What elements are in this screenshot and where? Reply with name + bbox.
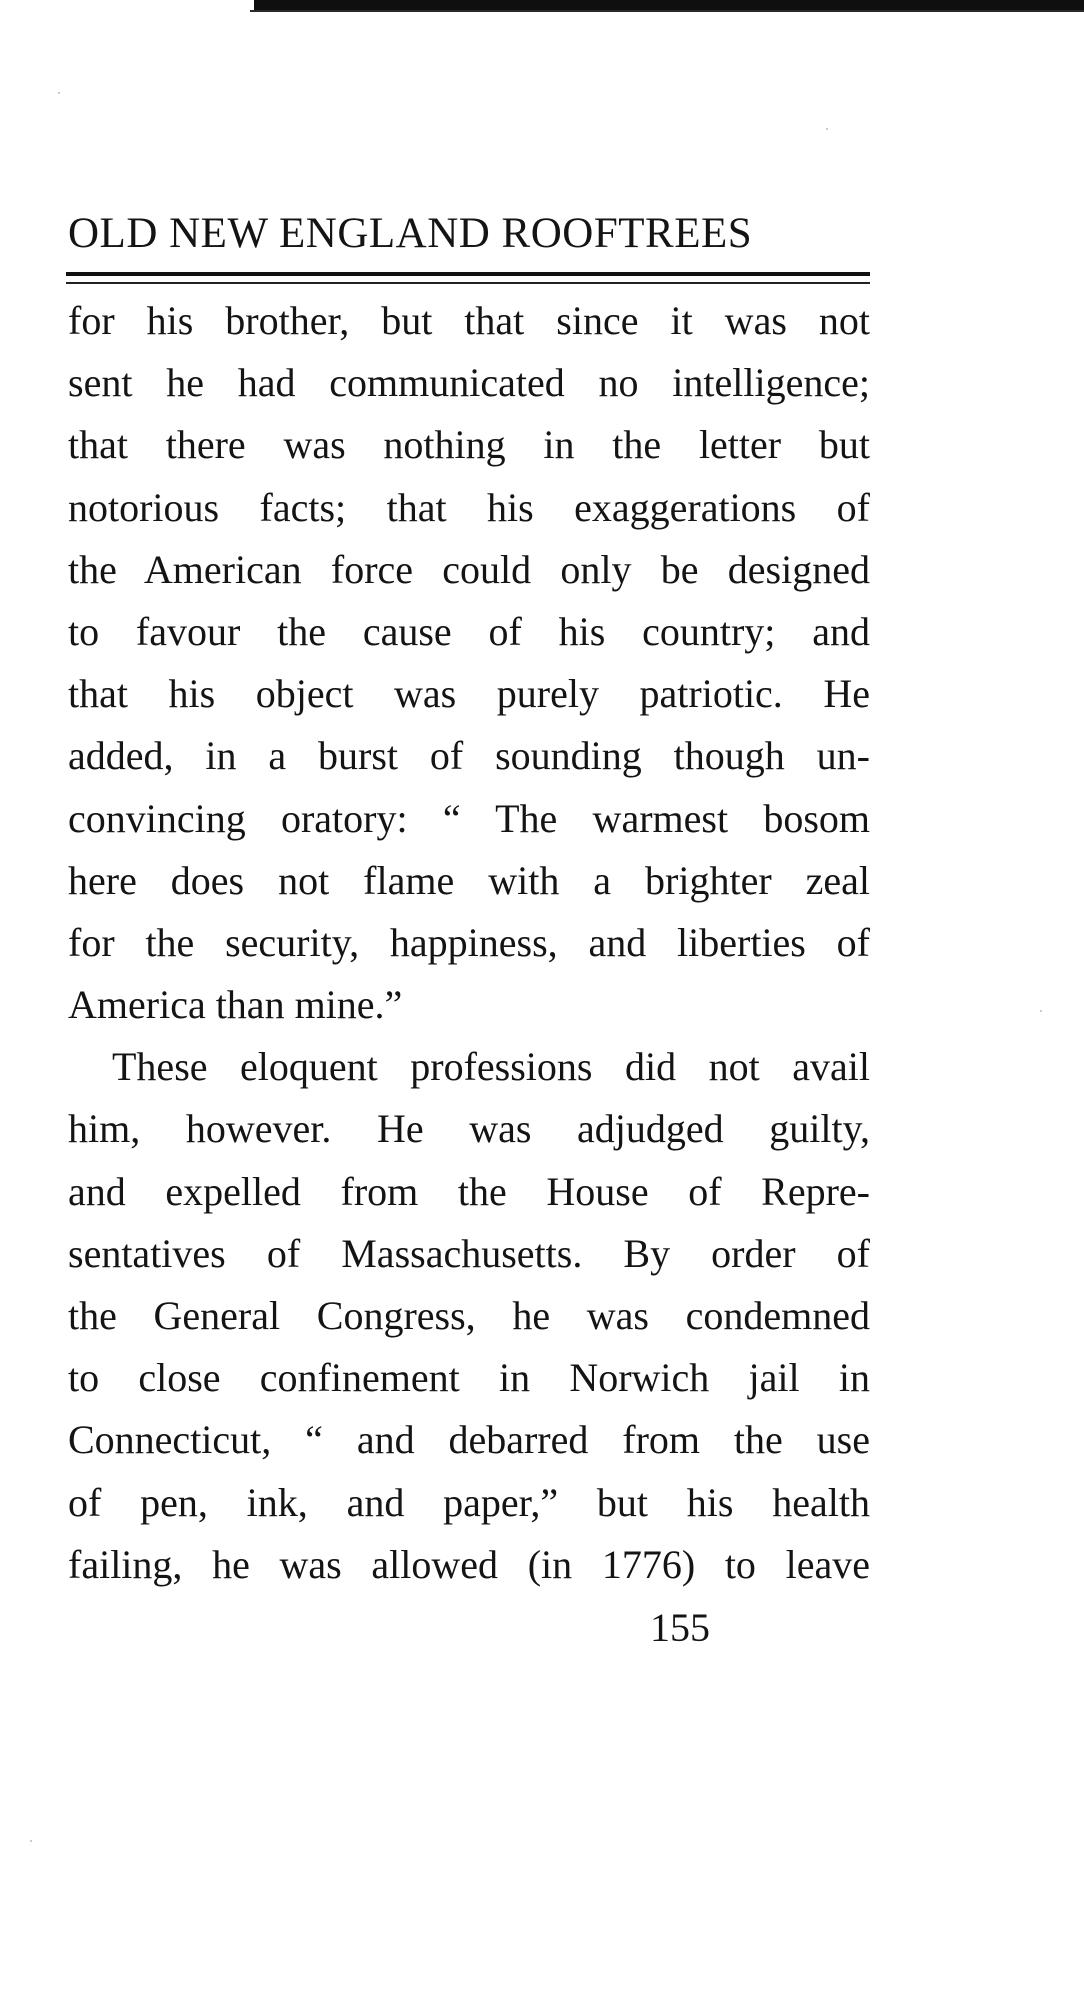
text-line: notorious facts; that his exaggerations of [68, 484, 870, 530]
body-text [68, 290, 870, 1596]
top-rule [254, 0, 1084, 12]
header-rule [66, 272, 870, 276]
text-line: failing, he was allowed (in 1776) to leave [68, 1541, 870, 1587]
paragraph [68, 290, 870, 1036]
text-line: America than mine.” [68, 982, 403, 1028]
paper-speck [58, 92, 60, 94]
text-line: to close confinement in Norwich jail in [68, 1355, 870, 1401]
text-line: sent he had communicated no intelligence; [68, 360, 870, 406]
text-line: added, in a burst of sounding though un- [68, 733, 870, 779]
text-line: the General Congress, he was condemned [68, 1293, 870, 1338]
running-head: OLD NEW ENGLAND ROOFTREES [68, 210, 753, 257]
paper-speck [30, 1840, 32, 1842]
paper-speck [826, 128, 828, 130]
header-rule-thin [66, 282, 870, 284]
text-line: here does not flame with a brighter zeal [68, 857, 870, 903]
text-line: to favour the cause of his country; and [68, 608, 870, 654]
text-line: These eloquent professions did not avail [112, 1044, 870, 1090]
text-line: the American force could only be designed [68, 546, 870, 592]
text-line: for his brother, but that since it was not [68, 298, 870, 343]
text-line: sentatives of Massachusetts. By order of [68, 1230, 870, 1276]
text-line: Connecticut, “ and debarred from the use [68, 1417, 870, 1463]
paper-speck [1040, 1010, 1042, 1012]
text-line: of pen, ink, and paper,” but his health [68, 1479, 870, 1525]
text-line: that there was nothing in the letter but [68, 422, 870, 468]
paragraph [68, 1036, 870, 1596]
text-line: him, however. He was adjudged guilty, [68, 1106, 870, 1152]
text-line: for the security, happiness, and liberties of [68, 919, 870, 965]
text-line: convincing oratory: “ The warmest bosom [68, 795, 870, 841]
text-line: and expelled from the House of Repre- [68, 1168, 870, 1214]
text-line: that his object was purely patriotic. He [68, 671, 870, 717]
page-number: 155 [650, 1605, 710, 1650]
